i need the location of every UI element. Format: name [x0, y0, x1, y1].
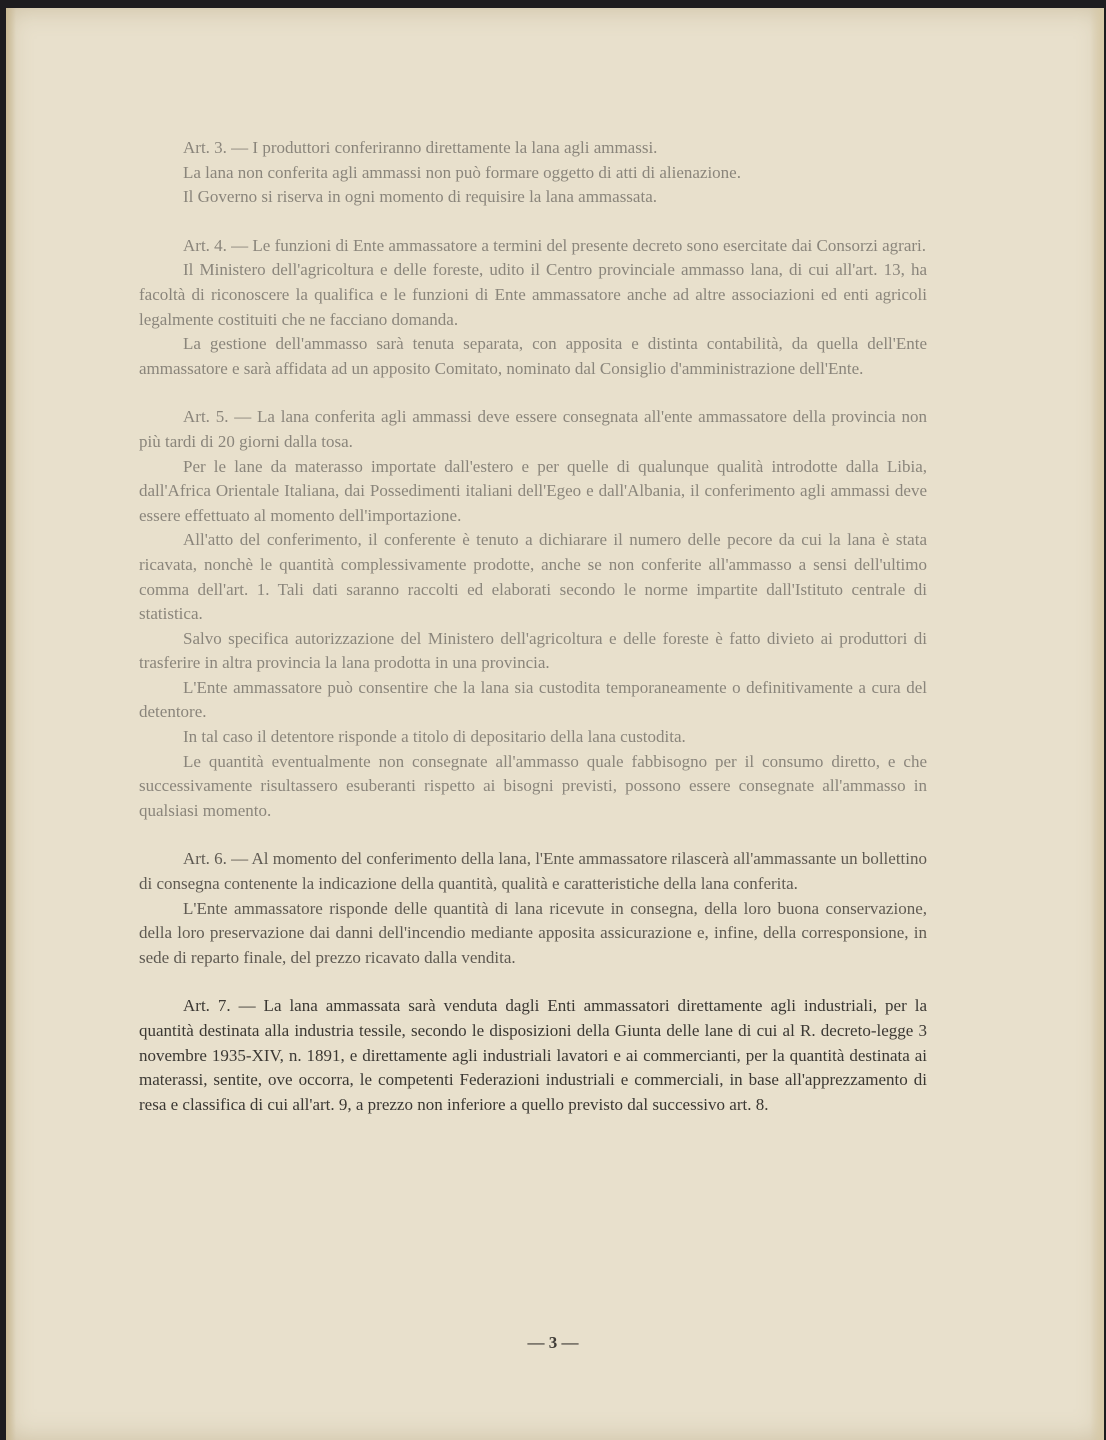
paragraph: In tal caso il detentore risponde a titolo di depositario della lana custodita.: [183, 727, 686, 747]
paragraph: Art. 6. — Al momento del conferimento della lana, l'Ente ammassatore rilascerà all'ammassante un bollettino di consegna contenente la indicazione della quantità, qualità e caratteristiche della lana conferita.: [139, 849, 927, 894]
paragraph: Art. 7. — La lana ammassata sarà venduta dagli Enti ammassatori direttamente agli industriali, per la quantità destinata alla industria tessile, secondo le disposizioni della Giunta delle lane di cui al R. decreto-legge 3 novembre 1935-XIV, n. 1891, e direttamente agli industriali lavatori e ai commercianti, per la quantità destinata ai materassi, sentite, ove occorra, le competenti Federazioni industriali e commerciali, in base all'apprezzamento di resa e classifica di cui all'art. 9, a prezzo non inferiore a quello previsto dal successivo art. 8.: [139, 996, 927, 1114]
paragraph: Il Governo si riserva in ogni momento di requisire la lana ammassata.: [183, 187, 657, 207]
paragraph: Salvo specifica autorizzazione del Ministero dell'agricoltura e delle foreste è fatto divieto ai produttori di trasferire in altra provincia la lana prodotta in una provincia.: [139, 628, 927, 673]
page-edge-shadow-left: [6, 8, 16, 1440]
paragraph: L'Ente ammassatore risponde delle quantità di lana ricevute in consegna, della loro buona conservazione, della loro preservazione dai danni dell'incendio mediante apposita assicurazione e, infine, della corresponsione, in sede di reparto finale, del prezzo ricavato dalla vendita.: [139, 898, 927, 967]
article-4: [139, 234, 927, 382]
document-body: [139, 136, 927, 1141]
paragraph: Art. 4. — Le funzioni di Ente ammassatore a termini del presente decreto sono esercitate dai Consorzi agrari.: [183, 235, 927, 255]
paragraph: La lana non conferita agli ammassi non può formare oggetto di atti di alienazione.: [183, 162, 741, 182]
article-6: [139, 847, 927, 970]
paragraph: Art. 5. — La lana conferita agli ammassi deve essere consegnata all'ente ammassatore della provincia non più tardi di 20 giorni dalla tosa.: [139, 407, 927, 451]
paragraph: Il Ministero dell'agricoltura e delle foreste, udito il Centro provinciale ammasso lana, di cui all'art. 13, ha facoltà di riconoscere la qualifica e le funzioni di Ente ammassatore anche ad altre associazioni ed enti agricoli legalmente costituiti che ne facciano domanda.: [139, 260, 927, 329]
article-3: [139, 136, 927, 210]
page-number: — 3 —: [527, 1333, 579, 1352]
paragraph: Le quantità eventualmente non consegnate all'ammasso quale fabbisogno per il consumo diretto, e che successivamente risultassero esuberanti rispetto ai bisogni previsti, possono essere consegnate all'ammasso in qualsiasi momento.: [139, 751, 927, 820]
article-5: [139, 405, 927, 823]
paragraph: La gestione dell'ammasso sarà tenuta separata, con apposita e distinta contabilità, da quella dell'Ente ammassatore e sarà affidata ad un apposito Comitato, nominato dal Consiglio d'amministrazione dell'Ente.: [139, 334, 927, 378]
paragraph: All'atto del conferimento, il conferente è tenuto a dichiarare il numero delle pecore da cui la lana è stata ricavata, nonchè le quantità complessivamente prodotte, anche se non conferite all'ammasso a sensi dell'ultimo comma dell'art. 1. Tali dati saranno raccolti ed elaborati secondo le norme impartite dall'Istituto centrale di statistica.: [139, 530, 927, 624]
paragraph: Per le lane da materasso importate dall'estero e per quelle di qualunque qualità introdotte dalla Libia, dall'Africa Orientale Italiana, dai Possedimenti italiani dell'Egeo e dall'Albania, il conferimento agli ammassi deve essere effettuato al momento dell'importazione.: [139, 456, 927, 525]
paragraph: Art. 3. — I produttori conferiranno direttamente la lana agli ammassi.: [183, 138, 658, 157]
article-7: [139, 994, 927, 1117]
paragraph: L'Ente ammassatore può consentire che la lana sia custodita temporaneamente o definitivamente a cura del detentore.: [139, 677, 927, 722]
page-edge-shadow-right: [1090, 8, 1104, 1440]
